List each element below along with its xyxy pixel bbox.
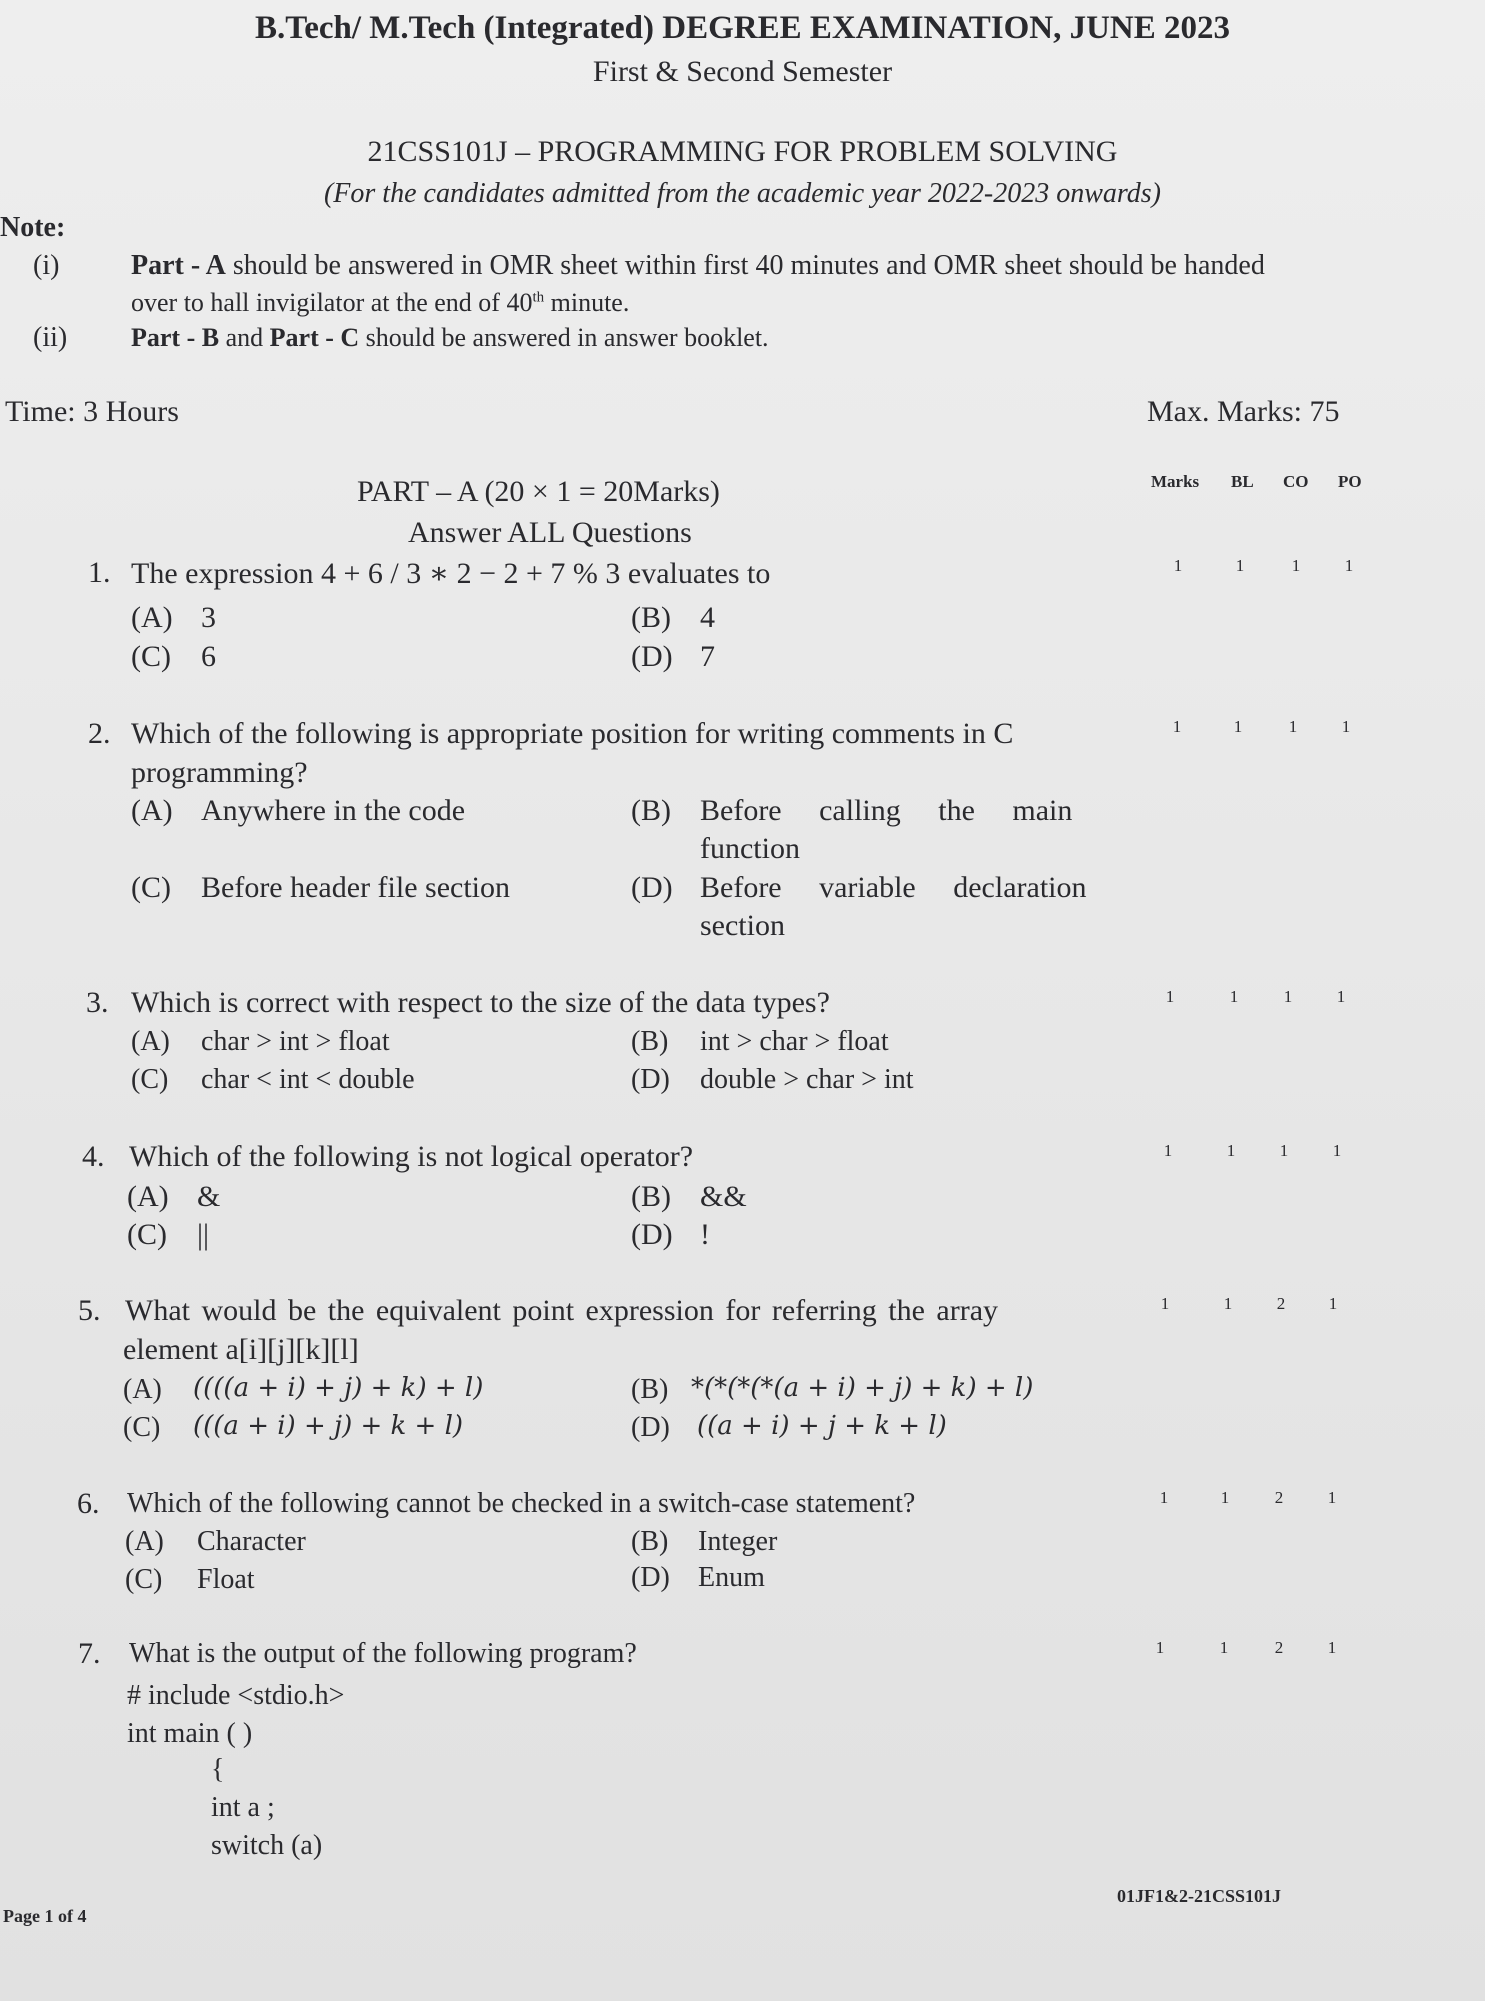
q6-opt-c: Float	[197, 1564, 255, 1595]
q5-co: 2	[1276, 1294, 1286, 1313]
q2-text-cont: programming?	[131, 756, 308, 789]
col-header-co: CO	[1283, 472, 1309, 491]
q2-number: 2.	[88, 717, 111, 750]
q3-co: 1	[1283, 987, 1293, 1006]
q2-opt-d-cont: section	[700, 909, 785, 942]
q6-opt-c-label: (C)	[125, 1564, 163, 1595]
q7-number: 7.	[78, 1637, 101, 1670]
q3-opt-c-label: (C)	[131, 1064, 169, 1095]
q4-opt-b: &&	[700, 1180, 747, 1213]
q7-marks: 1	[1155, 1638, 1165, 1657]
q1-opt-b: 4	[700, 601, 715, 634]
q1-opt-a: 3	[201, 601, 216, 634]
col-header-bl: BL	[1231, 472, 1254, 491]
q2-co: 1	[1288, 717, 1298, 736]
note-part-b: Part - B	[131, 323, 220, 352]
q1-opt-b-label: (B)	[631, 601, 671, 634]
q5-po: 1	[1328, 1294, 1338, 1313]
q3-opt-b: int > char > float	[700, 1026, 889, 1057]
q4-co: 1	[1279, 1141, 1289, 1160]
note-item-2	[131, 323, 769, 353]
q2-marks: 1	[1172, 717, 1182, 736]
q5-opt-b: *(*(*(*(a + i) + j) + k) + l)	[691, 1373, 1034, 1403]
q1-co: 1	[1291, 556, 1301, 575]
q4-opt-c-label: (C)	[127, 1218, 167, 1251]
q1-text: The expression 4 + 6 / 3 ∗ 2 − 2 + 7 % 3 evaluates to	[131, 557, 771, 590]
q5-opt-a-label: (A)	[123, 1374, 162, 1405]
admitted-line: (For the candidates admitted from the academic year 2022-2023 onwards)	[323, 178, 1161, 209]
q5-text: What would be the equivalent point expression for referring the array	[125, 1294, 999, 1327]
q4-number: 4.	[82, 1140, 105, 1173]
q7-bl: 1	[1219, 1638, 1229, 1657]
q2-text: Which of the following is appropriate position for writing comments in C	[131, 717, 1014, 750]
q1-po: 1	[1344, 556, 1354, 575]
note-num-1: (i)	[33, 250, 60, 281]
note-label: Note:	[0, 212, 66, 243]
q2-opt-a: Anywhere in the code	[201, 794, 466, 827]
q6-text: Which of the following cannot be checked in a switch-case statement?	[127, 1488, 916, 1519]
q6-number: 6.	[77, 1487, 100, 1520]
note-item-1	[131, 250, 1265, 282]
q1-opt-c: 6	[201, 640, 216, 673]
q6-marks: 1	[1159, 1488, 1169, 1507]
q5-opt-d: ((a + i) + j + k + l)	[697, 1411, 947, 1441]
q3-bl: 1	[1229, 987, 1239, 1006]
q2-opt-b: Before calling the main	[700, 794, 1073, 827]
q6-opt-a: Character	[197, 1526, 306, 1557]
course-title: 21CSS101J – PROGRAMMING FOR PROBLEM SOLVING	[367, 135, 1118, 168]
q6-opt-a-label: (A)	[125, 1526, 164, 1557]
q2-opt-b-cont: function	[700, 832, 800, 865]
note-item-2-text: should be answered in answer booklet.	[359, 323, 769, 352]
col-header-po: PO	[1338, 472, 1362, 491]
q4-opt-b-label: (B)	[631, 1180, 671, 1213]
q5-bl: 1	[1223, 1294, 1233, 1313]
q2-opt-c: Before header file section	[201, 871, 511, 904]
q7-code-line-1: # include <stdio.h>	[127, 1680, 345, 1711]
q2-opt-d-label: (D)	[631, 871, 673, 904]
q4-opt-a: &	[197, 1180, 221, 1213]
q6-opt-b: Integer	[698, 1526, 778, 1557]
q1-opt-d-label: (D)	[631, 640, 673, 673]
q1-bl: 1	[1235, 556, 1245, 575]
q3-opt-a: char > int > float	[201, 1026, 390, 1057]
note-part-c: Part - C	[269, 323, 360, 352]
q6-opt-d: Enum	[698, 1562, 765, 1593]
q4-bl: 1	[1226, 1141, 1236, 1160]
q7-po: 1	[1327, 1638, 1337, 1657]
q2-opt-c-label: (C)	[131, 871, 171, 904]
q2-opt-a-label: (A)	[131, 794, 173, 827]
q3-opt-a-label: (A)	[131, 1026, 170, 1057]
q5-opt-c: (((a + i) + j) + k + l)	[193, 1411, 464, 1441]
q6-opt-b-label: (B)	[631, 1526, 669, 1557]
q1-opt-d: 7	[700, 640, 715, 673]
exam-title: B.Tech/ M.Tech (Integrated) DEGREE EXAMINATION, JUNE 2023	[254, 10, 1231, 46]
q4-opt-d: !	[700, 1218, 710, 1251]
q6-bl: 1	[1220, 1488, 1230, 1507]
q1-number: 1.	[88, 556, 111, 589]
q1-opt-c-label: (C)	[131, 640, 171, 673]
paper-code: 01JF1&2-21CSS101J	[1117, 1886, 1282, 1906]
q3-opt-d: double > char > int	[700, 1064, 914, 1095]
q3-text: Which is correct with respect to the size of the data types?	[131, 986, 830, 1019]
q1-marks: 1	[1173, 556, 1183, 575]
col-header-marks: Marks	[1151, 472, 1200, 491]
note-item-1-cont	[131, 288, 629, 318]
q2-opt-d: Before variable declaration	[700, 871, 1087, 904]
q4-opt-c: ||	[197, 1218, 210, 1251]
q3-opt-d-label: (D)	[631, 1064, 670, 1095]
q7-code-line-5: switch (a)	[211, 1830, 323, 1861]
q7-text: What is the output of the following program?	[129, 1638, 637, 1669]
note-cont-sup: th	[532, 289, 545, 306]
q6-po: 1	[1327, 1488, 1337, 1507]
semester-line: First & Second Semester	[592, 55, 893, 88]
q7-code-line-4: int a ;	[211, 1792, 275, 1823]
q1-opt-a-label: (A)	[131, 601, 173, 634]
q3-number: 3.	[86, 986, 109, 1019]
q6-co: 2	[1274, 1488, 1284, 1507]
q4-po: 1	[1332, 1141, 1342, 1160]
q5-number: 5.	[78, 1294, 101, 1327]
note-cont-post: minute.	[544, 288, 630, 317]
q3-po: 1	[1336, 987, 1346, 1006]
q5-opt-c-label: (C)	[123, 1412, 161, 1443]
max-marks-label: Max. Marks: 75	[1147, 395, 1340, 428]
note-and: and	[219, 323, 270, 352]
q2-bl: 1	[1233, 717, 1243, 736]
q6-opt-d-label: (D)	[631, 1562, 670, 1593]
q2-po: 1	[1341, 717, 1351, 736]
q7-co: 2	[1274, 1638, 1284, 1657]
q4-opt-a-label: (A)	[127, 1180, 169, 1213]
q3-opt-b-label: (B)	[631, 1026, 669, 1057]
q4-text: Which of the following is not logical operator?	[129, 1140, 694, 1173]
q7-code-line-2: int main ( )	[127, 1718, 253, 1749]
time-label: Time: 3 Hours	[5, 395, 179, 428]
note-cont-pre: over to hall invigilator at the end of 40	[131, 288, 533, 317]
part-a-instruction: Answer ALL Questions	[408, 516, 692, 549]
note-num-2: (ii)	[33, 322, 68, 353]
note-part-a: Part - A	[131, 250, 226, 281]
q5-opt-b-label: (B)	[631, 1374, 669, 1405]
q7-code-line-3: {	[211, 1754, 225, 1785]
note-item-1-text: should be answered in OMR sheet within first 40 minutes and OMR sheet should be handed	[225, 250, 1265, 281]
q4-marks: 1	[1163, 1141, 1173, 1160]
q2-opt-b-label: (B)	[631, 794, 671, 827]
page-number: Page 1 of 4	[3, 1906, 87, 1926]
q3-opt-c: char < int < double	[201, 1064, 415, 1095]
q5-marks: 1	[1160, 1294, 1170, 1313]
q3-marks: 1	[1165, 987, 1175, 1006]
part-a-title: PART – A (20 × 1 = 20Marks)	[357, 475, 720, 508]
q5-text-cont: element a[i][j][k][l]	[123, 1333, 359, 1366]
q4-opt-d-label: (D)	[631, 1218, 673, 1251]
q5-opt-d-label: (D)	[631, 1412, 670, 1443]
q5-opt-a: ((((a + i) + j) + k) + l)	[193, 1373, 484, 1403]
